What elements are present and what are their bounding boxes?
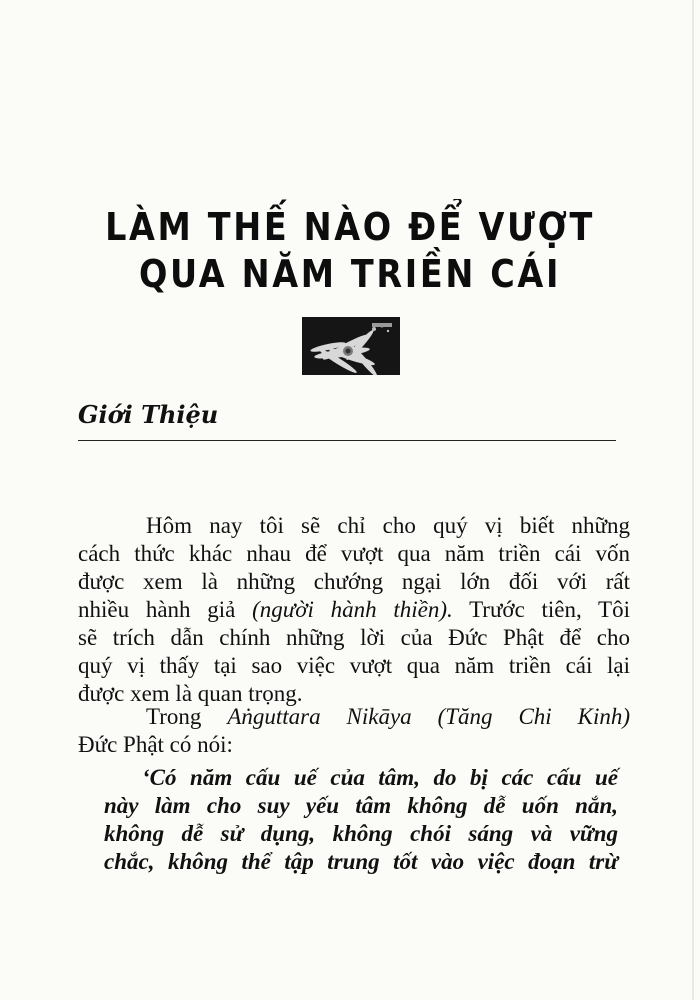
- text-line: được xem là quan trọng.: [78, 681, 303, 706]
- text-line-mixed: [78, 596, 630, 624]
- quote-line: chắc, không thể tập trung tốt vào việc đoạn trừ: [104, 849, 618, 874]
- quote-line: ‘Có năm cấu uế của tâm, do bị các cấu uế: [142, 765, 618, 790]
- text-segment: nhiều hành giả: [78, 597, 253, 622]
- text-line: sẽ trích dẫn chính những lời của Đức Phật để cho: [78, 625, 630, 650]
- quote-line: không dễ sử dụng, không chói sáng và vững: [104, 821, 618, 846]
- paragraph-sutra-reference: [78, 703, 630, 759]
- page-edge-shadow: [692, 0, 694, 1000]
- heading-divider: [78, 440, 616, 441]
- italic-segment: Aṅguttara Nikāya (Tăng Chi Kinh): [227, 704, 631, 729]
- paragraph-intro: [78, 512, 630, 708]
- daisy-icon: [302, 317, 400, 375]
- text-line: cách thức khác nhau để vượt qua năm triền cái vốn: [78, 541, 630, 566]
- text-line: Đức Phật có nói:: [78, 732, 233, 757]
- section-heading: Giới Thiệu: [78, 400, 219, 429]
- flower-ornament-image: [302, 317, 400, 375]
- buddha-quote: [104, 764, 618, 876]
- italic-segment: (người hành thiền).: [252, 597, 453, 622]
- text-line: Hôm nay tôi sẽ chỉ cho quý vị biết những: [146, 513, 630, 538]
- text-segment: Trước tiên, Tôi: [452, 597, 630, 622]
- chapter-title-line-1: LÀM THẾ NÀO ĐỂ VƯỢT: [105, 205, 595, 249]
- quote-line: này làm cho suy yếu tâm không dễ uốn nắn,: [104, 793, 618, 818]
- text-line-mixed: [78, 703, 630, 731]
- text-segment: Trong: [146, 704, 228, 729]
- text-line: quý vị thấy tại sao việc vượt qua năm triền cái lại: [78, 653, 630, 678]
- text-line: được xem là những chướng ngại lớn đối với rất: [78, 569, 630, 594]
- chapter-title-line-2: QUA NĂM TRIỀN CÁI: [138, 252, 562, 296]
